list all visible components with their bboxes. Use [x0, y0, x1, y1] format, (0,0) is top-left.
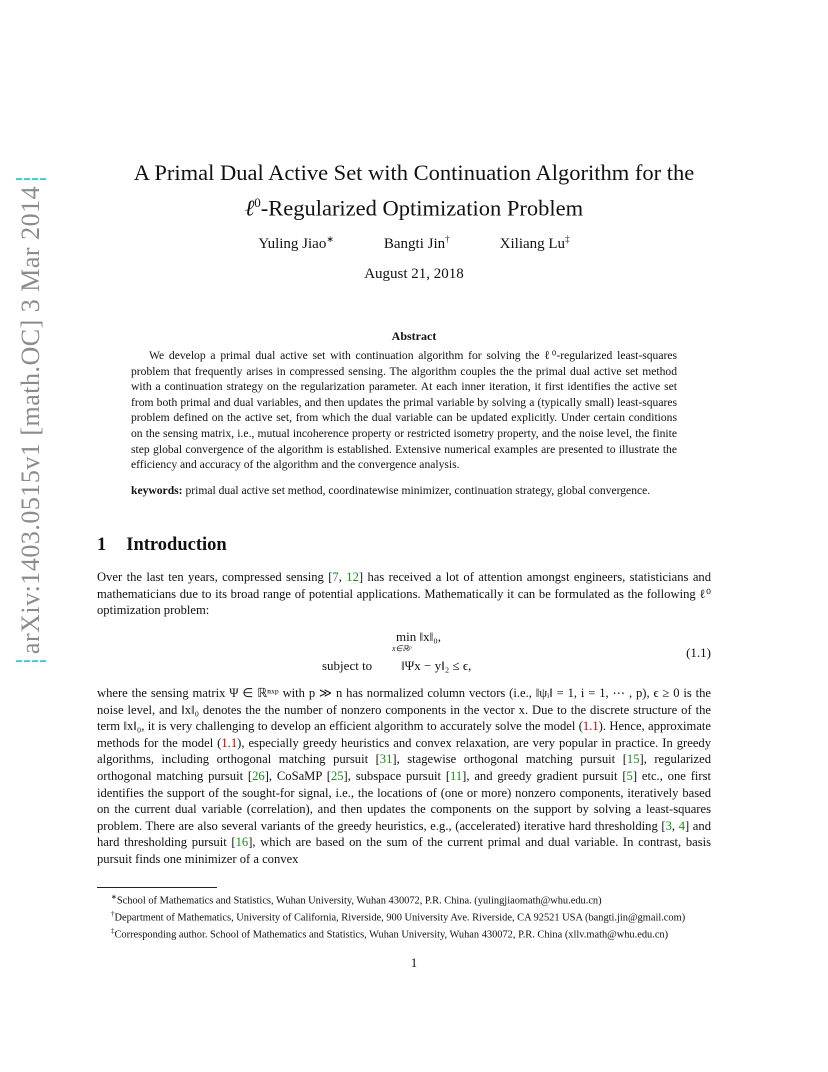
citation-link[interactable]: 11: [450, 768, 463, 783]
arxiv-id: arXiv:1403.0515v1 [math.OC] 3 Mar 2014: [16, 178, 46, 662]
page-number: 1: [410, 956, 418, 970]
section-title: Introduction: [126, 535, 227, 555]
equation-line-2: ‖Ψx − y‖₂ ≤ ϵ,: [401, 658, 472, 673]
abstract-body: [131, 348, 677, 473]
abstract-heading: Abstract: [391, 329, 437, 343]
citation-link[interactable]: 4: [678, 818, 685, 833]
equation-ref-link[interactable]: 1.1: [582, 719, 599, 734]
citation-link[interactable]: 3: [665, 818, 672, 833]
paragraph-1: Over the last ten years, compressed sensing [7, 12] has received a lot of attention amongst engineers, statisticians and mathematicians due to its broad range of potential applications. Mathematically it can be formulated as the following ℓ⁰ optimization problem:: [97, 570, 712, 618]
equation-ref-link[interactable]: 1.1: [221, 735, 238, 750]
title-line-2: ℓ$^0$-Regularized Optimization Problem: [244, 195, 584, 221]
citation-link[interactable]: 12: [346, 570, 359, 584]
author: Bangti Jin†: [383, 234, 450, 252]
section-heading: [97, 535, 227, 556]
citation-link[interactable]: 26: [252, 768, 265, 783]
paragraph-2: where the sensing matrix Ψ ∈ ℝⁿˣᵖ with p ≫ n has normalized column vectors (i.e., ‖ψᵢ‖ = 1, i = 1, ⋯ , p), ϵ ≥ 0 is the noise level, and ‖x‖₀ denotes the the number of nonzero components in the vector x. Due to the discrete structure of the term ‖x‖₀, it is very challenging to develop an efficient algorithm to accurately solve the model (1.1). Hence, approximate methods for the model (1.1), especially greedy heuristics and convex relaxation, are very popular in practice. In greedy algorithms, including orthogonal matching pursuit [31], stagewise orthogonal matching pursuit [15], regularized orthogonal matching pursuit [26], CoSaMP [25], subspace pursuit [11], and greedy gradient pursuit [5] etc., one first identifies the support of the sought-for signal, i.e., the locations of (one or more) nonzero components, iteratively based on the current dual variable (correlation), and then updates the components on the support by solving a least-squares problem. There are also several variants of the greedy heuristics, e.g., (accelerated) iterative hard thresholding [3, 4] and hard thresholding pursuit [16], which are based on the sum of the current primal and dual variable. In contrast, basis pursuit finds one minimizer of a convex: [97, 686, 712, 866]
section-number: 1: [97, 535, 107, 555]
author-list: [200, 234, 628, 253]
abstract-text: We develop a primal dual active set with continuation algorithm for solving the ℓ⁰-regularized least-squares problem that frequently arises in compressed sensing. The algorithm couples the the primal dual active set method with a continuation strategy on the regularization parameter. At each inner iteration, it first identifies the active set from both primal and dual variables, and then updates the primal variable by solving a (typically small) least-squares problem defined on the active set, from which the dual variable can be updated explicitly. Under certain conditions on the sensing matrix, i.e., mutual incoherence property or restricted isometry property, and the noise level, the finite step global convergence of the algorithm is established. Extensive numerical examples are presented to illustrate the efficiency and accuracy of the algorithm and the convergence analysis.: [131, 349, 677, 472]
title-superscript: 0: [254, 195, 261, 210]
footnotes: [97, 891, 711, 942]
citation-link[interactable]: 31: [379, 752, 393, 767]
arxiv-stamp: [13, 185, 49, 655]
citation-link[interactable]: 16: [235, 835, 249, 850]
footnote: ‡Corresponding author. School of Mathematics and Statistics, Wuhan University, Wuhan 430072, P.R. China (xllv.math@whu.edu.cn): [111, 927, 669, 941]
equation-subscript: x∈ℝᵖ: [392, 644, 412, 653]
citation-link[interactable]: 15: [626, 752, 640, 767]
equation-1-1: [300, 627, 711, 677]
keywords: [131, 483, 677, 499]
footnote-divider: [97, 887, 217, 888]
paper-date: August 21, 2018: [364, 266, 464, 282]
equation-number: (1.1): [686, 645, 711, 660]
citation-link[interactable]: 25: [330, 768, 344, 783]
citation-link[interactable]: 7: [332, 570, 339, 584]
keywords-text: primal dual active set method, coordinatewise minimizer, continuation strategy, global convergence.: [185, 484, 651, 497]
equation-constraint-label: subject to: [322, 658, 373, 673]
citation-link[interactable]: 5: [626, 768, 633, 783]
equation-line-1: min ‖x‖₀,: [396, 629, 442, 644]
keywords-label: keywords:: [131, 484, 183, 497]
author: Yuling Jiao∗: [258, 234, 334, 252]
author: Xiliang Lu‡: [499, 234, 570, 252]
footnote: ∗School of Mathematics and Statistics, Wuhan University, Wuhan 430072, P.R. China. (yulingjiaomath@whu.edu.cn): [111, 893, 602, 907]
footnote: †Department of Mathematics, University of California, Riverside, 900 University Ave. Riverside, CA 92521 USA (bangti.jin@gmail.com): [111, 910, 686, 924]
title-line-2-text: -Regularized Optimization Problem: [260, 195, 584, 221]
title-line-1: A Primal Dual Active Set with Continuation Algorithm for the: [133, 160, 695, 185]
paper-title: [80, 158, 748, 224]
